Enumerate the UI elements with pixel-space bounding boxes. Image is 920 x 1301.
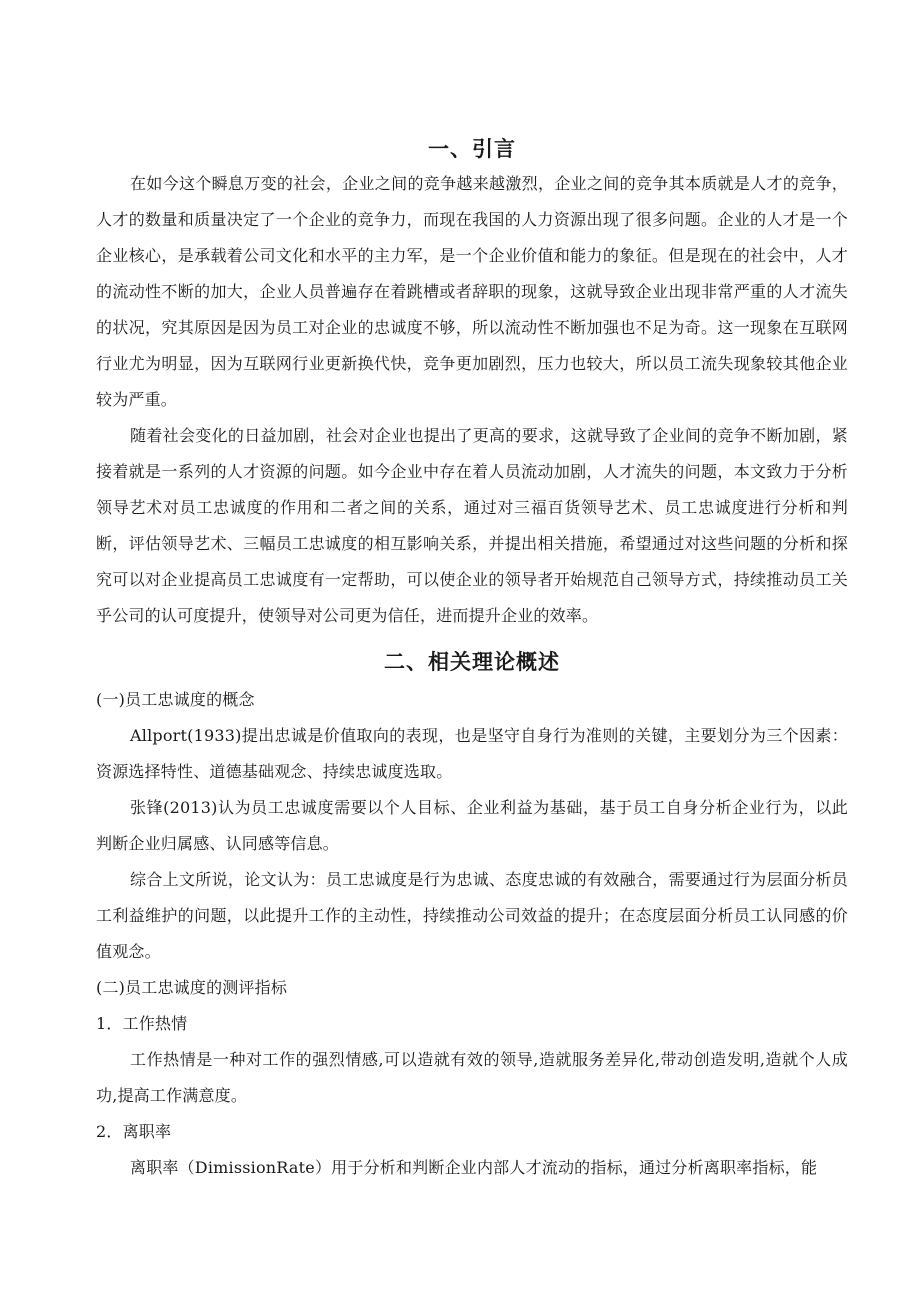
- section-title-intro: 一、引言: [428, 137, 516, 161]
- concept-paragraph-summary: 综合上文所说，论文认为：员工忠诚度是行为忠诚、态度忠诚的有效融合，需要通过行为层面分析员工利益维护的问题，以此提升工作的主动性，持续推动公司效益的提升；在态度层面分析员工认同感的价值观念。: [96, 870, 848, 961]
- intro-paragraph-2: 随着社会变化的日益加剧，社会对企业也提出了更高的要求，这就导致了企业间的竞争不断加剧，紧接着就是一系列的人才资源的问题。如今企业中存在着人员流动加剧，人才流失的问题，本文致力于分析领导艺术对员工忠诚度的作用和二者之间的关系，通过对三福百货领导艺术、员工忠诚度进行分析和判断，评估领导艺术、三幅员工忠诚度的相互影响关系，并提出相关措施，希望通过对这些问题的分析和探究可以对企业提高员工忠诚度有一定帮助，可以使企业的领导者开始规范自己领导方式，持续推动员工关乎公司的认可度提升，使领导对公司更为信任，进而提升企业的效率。: [96, 426, 848, 625]
- section-title-theory: 二、相关理论概述: [384, 650, 560, 674]
- indicator-title-work-enthusiasm: 1．工作热情: [96, 1014, 188, 1033]
- indicator-paragraph-work-enthusiasm: 工作热情是一种对工作的强烈情感,可以造就有效的领导,造就服务差异化,带动创造发明,造就个人成功,提高工作满意度。: [96, 1050, 848, 1105]
- subsection-title-indicators: (二)员工忠诚度的测评指标: [96, 978, 288, 997]
- concept-paragraph-allport: Allport(1933)提出忠诚是价值取向的表现，也是坚守自身行为准则的关键，主要划分为三个因素：资源选择特性、道德基础观念、持续忠诚度选取。: [96, 726, 848, 781]
- concept-paragraph-zhangfeng: 张锋(2013)认为员工忠诚度需要以个人目标、企业利益为基础，基于员工自身分析企业行为，以此判断企业归属感、认同感等信息。: [96, 798, 848, 853]
- intro-paragraph-1: 在如今这个瞬息万变的社会，企业之间的竞争越来越激烈，企业之间的竞争其本质就是人才的竞争，人才的数量和质量决定了一个企业的竞争力，而现在我国的人力资源出现了很多问题。企业的人才是一个企业核心，是承载着公司文化和水平的主力军，是一个企业价值和能力的象征。但是现在的社会中，人才的流动性不断的加大，企业人员普遍存在着跳槽或者辞职的现象，这就导致企业出现非常严重的人才流失的状况，究其原因是因为员工对企业的忠诚度不够，所以流动性不断加强也不足为奇。这一现象在互联网行业尤为明显，因为互联网行业更新换代快，竞争更加剧烈，压力也较大，所以员工流失现象较其他企业较为严重。: [96, 174, 848, 409]
- document-page: [96, 132, 848, 1186]
- indicator-paragraph-turnover-rate: 离职率（DimissionRate）用于分析和判断企业内部人才流动的指标，通过分析离职率指标，能: [130, 1158, 818, 1177]
- indicator-title-turnover-rate: 2．离职率: [96, 1122, 172, 1141]
- subsection-title-concept: (一)员工忠诚度的概念: [96, 690, 255, 709]
